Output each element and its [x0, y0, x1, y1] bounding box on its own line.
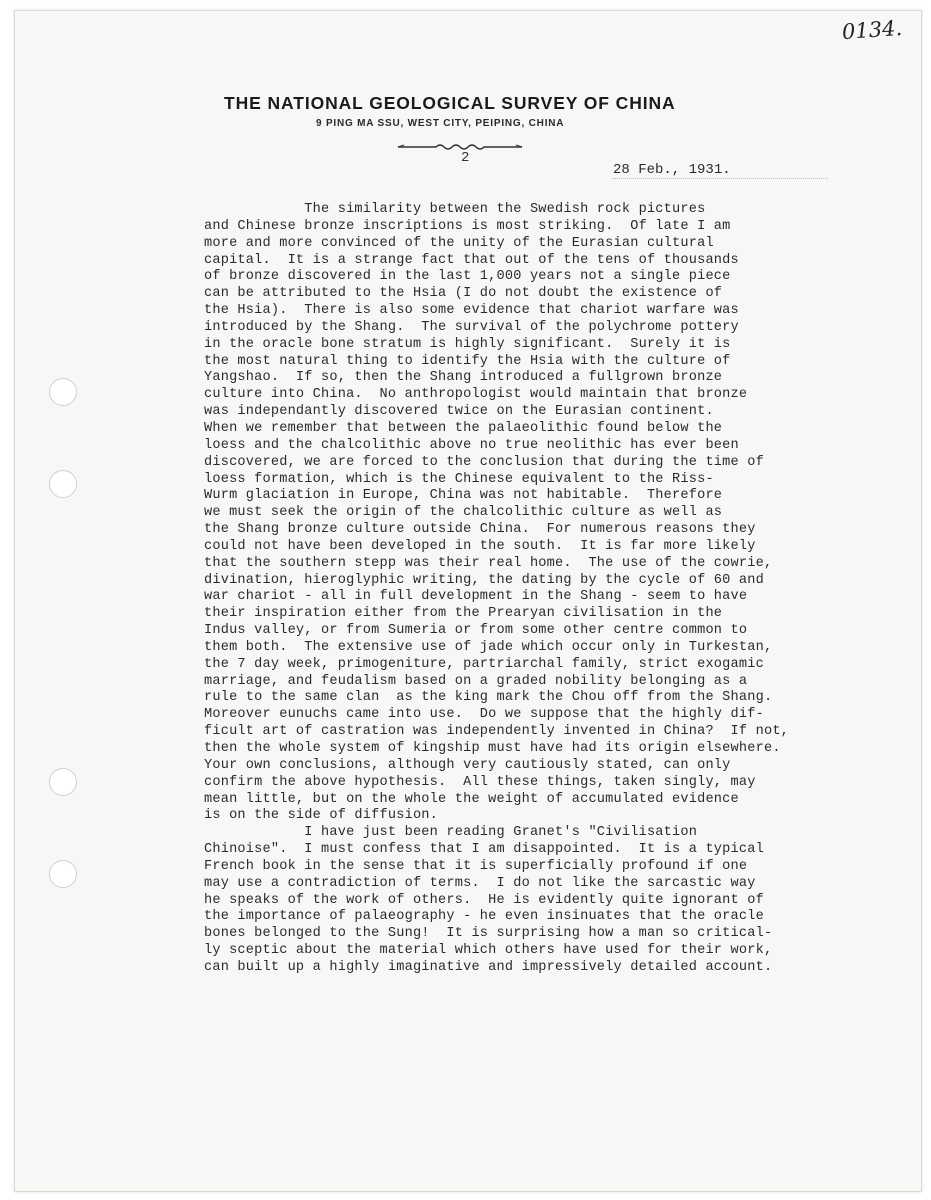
letterhead-ornament	[396, 139, 524, 153]
punch-hole	[49, 860, 77, 888]
body-line: can built up a highly imaginative and impressively detailed account.	[204, 959, 773, 975]
body-line: can be attributed to the Hsia (I do not doubt the existence of	[204, 286, 723, 302]
body-line: he speaks of the work of others. He is evidently quite ignorant of	[204, 892, 764, 908]
body-line: ly sceptic about the material which others have used for their work,	[204, 943, 773, 959]
letter-date: 28 Feb., 1931.	[613, 162, 731, 178]
letterhead-title: THE NATIONAL GEOLOGICAL SURVEY OF CHINA	[224, 93, 676, 113]
body-line: I have just been reading Granet's "Civilisation	[204, 825, 698, 841]
body-line: the most natural thing to identify the Hsia with the culture of	[204, 353, 731, 369]
body-line: is on the side of diffusion.	[204, 808, 439, 824]
body-line: culture into China. No anthropologist would maintain that bronze	[204, 387, 748, 403]
body-line: and Chinese bronze inscriptions is most striking. Of late I am	[204, 218, 731, 234]
body-line: French book in the sense that it is superficially profound if one	[204, 858, 748, 874]
archive-number: 0134.	[841, 15, 903, 45]
body-line: introduced by the Shang. The survival of the polychrome pottery	[204, 319, 739, 335]
body-line: divination, hieroglyphic writing, the dating by the cycle of 60 and	[204, 572, 764, 588]
body-line: ficult art of castration was independently invented in China? If not,	[204, 724, 790, 740]
punch-hole	[49, 470, 77, 498]
body-line: Your own conclusions, although very cautiously stated, can only	[204, 757, 731, 773]
body-line: that the southern stepp was their real home. The use of the cowrie,	[204, 555, 773, 571]
page-number: 2	[461, 150, 470, 166]
punch-hole	[49, 378, 77, 406]
body-line: then the whole system of kingship must have had its origin elsewhere.	[204, 741, 781, 756]
body-line: may use a contradiction of terms. I do not like the sarcastic way	[204, 875, 756, 891]
body-line: their inspiration either from the Prearyan civilisation in the	[204, 606, 723, 622]
body-line: war chariot - all in full development in the Shang - seem to have	[204, 589, 748, 605]
body-line: in the oracle bone stratum is highly significant. Surely it is	[204, 336, 731, 352]
body-line: loess and the chalcolithic above no true neolithic has ever been	[204, 437, 739, 453]
body-line: was independantly discovered twice on the Eurasian continent.	[204, 404, 714, 420]
body-line: the Shang bronze culture outside China. For numerous reasons they	[204, 522, 756, 538]
body-line: capital. It is a strange fact that out of the tens of thousands	[204, 252, 739, 268]
body-line: we must seek the origin of the chalcolithic culture as well as	[204, 505, 723, 521]
body-line: them both. The extensive use of jade which occur only in Turkestan,	[204, 639, 773, 655]
body-line: Moreover eunuchs came into use. Do we suppose that the highly dif-	[204, 707, 764, 723]
date-rule	[612, 178, 828, 179]
body-line: bones belonged to the Sung! It is surprising how a man so critical-	[204, 926, 773, 942]
body-line: could not have been developed in the south. It is far more likely	[204, 538, 756, 554]
body-line: rule to the same clan as the king mark the Chou off from the Shang.	[204, 690, 773, 706]
body-line: mean little, but on the whole the weight of accumulated evidence	[204, 791, 739, 807]
punch-hole	[49, 768, 77, 796]
body-line: the Hsia). There is also some evidence that chariot warfare was	[204, 303, 739, 319]
body-line: of bronze discovered in the last 1,000 years not a single piece	[204, 269, 731, 285]
body-line: When we remember that between the palaeolithic found below the	[204, 420, 723, 436]
body-line: Wurm glaciation in Europe, China was not habitable. Therefore	[204, 488, 723, 504]
body-line: Chinoise". I must confess that I am disappointed. It is a typical	[204, 842, 764, 858]
body-line: the 7 day week, primogeniture, partriarchal family, strict exogamic	[204, 656, 764, 672]
body-line: more and more convinced of the unity of the Eurasian cultural	[204, 235, 714, 251]
body-line: Indus valley, or from Sumeria or from some other centre common to	[204, 623, 748, 639]
body-line: confirm the above hypothesis. All these things, taken singly, may	[204, 774, 756, 790]
letterhead-address: 9 PING MA SSU, WEST CITY, PEIPING, CHINA	[316, 118, 565, 129]
body-line: marriage, and feudalism based on a graded nobility belonging as a	[204, 673, 748, 689]
body-line: The similarity between the Swedish rock pictures	[204, 202, 706, 217]
body-line: loess formation, which is the Chinese equivalent to the Riss-	[204, 471, 714, 487]
body-line: the importance of palaeography - he even insinuates that the oracle	[204, 909, 764, 925]
body-line: discovered, we are forced to the conclusion that during the time of	[204, 454, 764, 470]
body-line: Yangshao. If so, then the Shang introduced a fullgrown bronze	[204, 370, 723, 386]
letter-body	[204, 202, 789, 977]
